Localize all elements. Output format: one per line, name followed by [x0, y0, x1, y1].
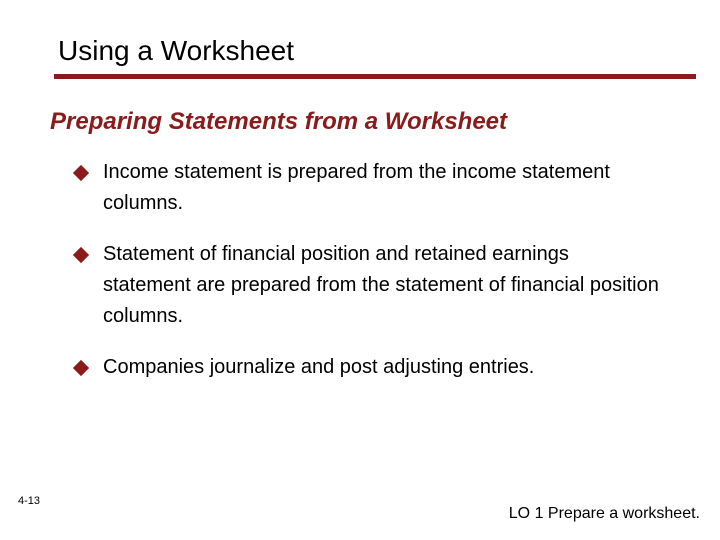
bullet-text: Income statement is prepared from the income statement columns.: [103, 161, 610, 214]
learning-objective-footer: LO 1 Prepare a worksheet.: [508, 505, 700, 522]
diamond-bullet-icon: [73, 165, 89, 181]
slide-number: 4-13: [18, 495, 41, 507]
slide-subtitle: Preparing Statements from a Worksheet: [50, 108, 508, 135]
bullet-text: Statement of financial position and retained earnings statement are prepared from the statement of financial position columns.: [103, 243, 659, 327]
bullet-item-income-statement: [70, 157, 660, 219]
slide-title: Using a Worksheet: [58, 35, 295, 66]
diamond-bullet-icon: [73, 360, 89, 376]
bullet-item-financial-position: [70, 239, 660, 332]
bullet-item-adjusting-entries: [70, 352, 660, 383]
diamond-bullet-icon: [73, 247, 89, 263]
bullet-text: Companies journalize and post adjusting entries.: [103, 356, 535, 378]
